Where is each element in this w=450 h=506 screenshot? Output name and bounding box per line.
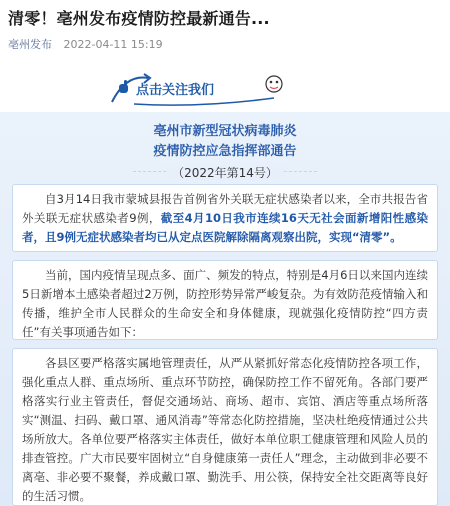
paragraph-2: 当前，国内疫情呈现点多、面广、频发的特点，特别是4月6日以来国内连续5日新增本土感染者超过2万例，防控形势异常严峻复杂。为有效防范疫情输入和传播，维护全市人民群众的生命安全和身体健康，现就强化疫情防控“四方责任”有关事项通告如下： (22, 268, 428, 339)
follow-us-banner[interactable] (104, 70, 294, 108)
paragraph-card-3 (12, 348, 438, 506)
paragraph-3: 各县区要严格落实属地管理责任，从严从紧抓好常态化疫情防控各项工作，强化重点人群、重点场所、重点环节防控，确保防控工作不留死角。各部门要严格落实行业主管责任，督促交通场站、商场、超市、宾馆、酒店等重点场所落实“测温、扫码、戴口罩、通风消毒”等常态化防控措施，坚决杜绝疫情通过公共场所放大。各单位要严格落实主体责任，做好本单位职工健康管理和风险人员的排查管控。广大市民要牢固树立“自身健康第一责任人”理念，主动做到非必要不离亳、非必要不聚餐，养成戴口罩、勤洗手、用公筷，保持安全社交距离等良好的生活习惯。 (22, 356, 428, 503)
notice-title-line-1: 亳州市新型冠状病毒肺炎 (153, 124, 297, 139)
pointing-hand-icon (116, 78, 134, 96)
notice-title-line-2: 疫情防控应急指挥部通告 (153, 144, 297, 159)
paragraph-1-highlight: 截至4月10日我市连续16天无社会面新增阳性感染者，且9例无症状感染者均已从定点医院解除隔离观察出院，实现“清零”。 (22, 211, 428, 244)
notice-number (0, 164, 450, 181)
paragraph-card-1 (12, 184, 438, 252)
notice-number-text: （2022年第14号） (166, 166, 284, 180)
paragraph-card-2 (12, 260, 438, 340)
follow-us-label: 点击关注我们 (136, 83, 215, 98)
article-meta (8, 36, 163, 52)
notice-panel (0, 112, 450, 506)
paragraph-1-text: 自3月14日我市蒙城县报告首例省外关联无症状感染者以来，全市共报告省外关联无症状感染者9例， (22, 192, 428, 225)
account-name-link[interactable]: 亳州发布 (8, 38, 52, 51)
publish-date: 2022-04-11 15:19 (63, 38, 163, 51)
article-title: 清零！亳州发布疫情防控最新通告... (8, 9, 270, 28)
notice-title (0, 122, 450, 162)
paragraph-1 (22, 190, 428, 247)
